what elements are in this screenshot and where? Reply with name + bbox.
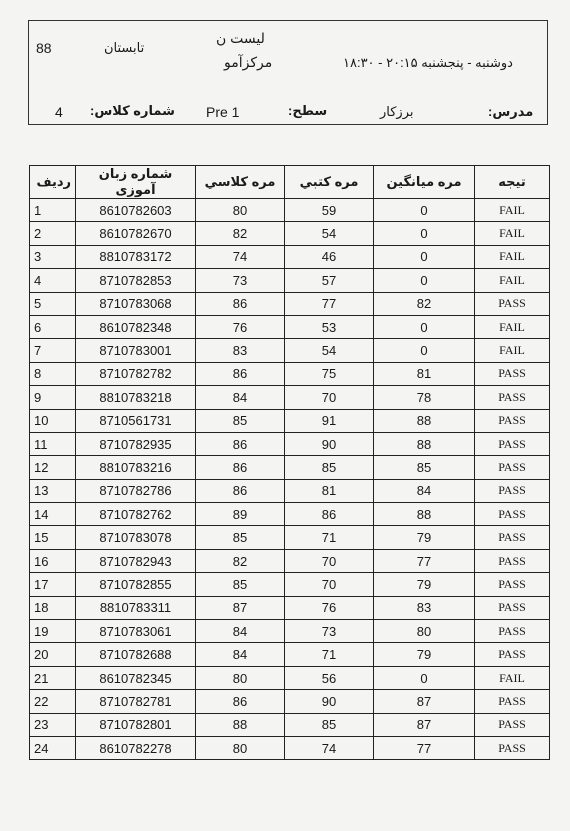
cell-result: FAIL xyxy=(475,315,550,338)
col-header-row: ردیف xyxy=(30,166,76,199)
cell-student-id: 8810783172 xyxy=(76,245,196,268)
cell-row-number: 15 xyxy=(30,526,76,549)
cell-class-score: 84 xyxy=(196,620,285,643)
table-row xyxy=(30,339,550,362)
cell-row-number: 4 xyxy=(30,269,76,292)
cell-row-number: 6 xyxy=(30,315,76,338)
cell-student-id: 8710783001 xyxy=(76,339,196,362)
table-row xyxy=(30,620,550,643)
table-row xyxy=(30,596,550,619)
cell-result: PASS xyxy=(475,292,550,315)
table-row xyxy=(30,245,550,268)
cell-class-score: 83 xyxy=(196,339,285,362)
cell-written-score: 85 xyxy=(285,713,374,736)
cell-row-number: 13 xyxy=(30,479,76,502)
table-row xyxy=(30,503,550,526)
cell-class-score: 80 xyxy=(196,666,285,689)
cell-student-id: 8710782935 xyxy=(76,432,196,455)
cell-row-number: 8 xyxy=(30,362,76,385)
cell-average: 77 xyxy=(374,736,475,759)
cell-written-score: 75 xyxy=(285,362,374,385)
cell-class-score: 86 xyxy=(196,479,285,502)
cell-written-score: 46 xyxy=(285,245,374,268)
cell-row-number: 21 xyxy=(30,666,76,689)
table-row xyxy=(30,736,550,759)
cell-class-score: 76 xyxy=(196,315,285,338)
cell-written-score: 85 xyxy=(285,456,374,479)
cell-written-score: 77 xyxy=(285,292,374,315)
cell-student-id: 8810783218 xyxy=(76,386,196,409)
cell-class-score: 89 xyxy=(196,503,285,526)
schedule-text: دوشنبه - پنجشنبه ۲۰:۱۵ - ۱۸:۳۰ xyxy=(343,55,513,70)
cell-written-score: 57 xyxy=(285,269,374,292)
cell-student-id: 8810783216 xyxy=(76,456,196,479)
teacher-value: برزکار xyxy=(380,104,414,119)
cell-average: 78 xyxy=(374,386,475,409)
term-number: 88 xyxy=(36,40,52,56)
cell-result: PASS xyxy=(475,620,550,643)
cell-row-number: 24 xyxy=(30,736,76,759)
cell-student-id: 8710782782 xyxy=(76,362,196,385)
cell-result: PASS xyxy=(475,386,550,409)
cell-row-number: 3 xyxy=(30,245,76,268)
cell-average: 0 xyxy=(374,339,475,362)
cell-written-score: 71 xyxy=(285,526,374,549)
cell-class-score: 74 xyxy=(196,245,285,268)
cell-class-score: 86 xyxy=(196,362,285,385)
cell-result: PASS xyxy=(475,432,550,455)
term-name: تابستان xyxy=(104,40,145,55)
cell-row-number: 10 xyxy=(30,409,76,432)
cell-written-score: 54 xyxy=(285,339,374,362)
cell-average: 0 xyxy=(374,315,475,338)
cell-class-score: 85 xyxy=(196,526,285,549)
cell-average: 77 xyxy=(374,549,475,572)
cell-student-id: 8710782688 xyxy=(76,643,196,666)
table-row xyxy=(30,456,550,479)
cell-result: PASS xyxy=(475,362,550,385)
cell-result: PASS xyxy=(475,456,550,479)
cell-result: FAIL xyxy=(475,245,550,268)
grades-table xyxy=(29,165,550,760)
cell-result: PASS xyxy=(475,573,550,596)
cell-written-score: 91 xyxy=(285,409,374,432)
cell-average: 0 xyxy=(374,199,475,222)
cell-written-score: 70 xyxy=(285,386,374,409)
cell-written-score: 73 xyxy=(285,620,374,643)
cell-average: 87 xyxy=(374,690,475,713)
cell-row-number: 18 xyxy=(30,596,76,619)
cell-result: PASS xyxy=(475,643,550,666)
cell-student-id: 8610782603 xyxy=(76,199,196,222)
cell-student-id: 8710561731 xyxy=(76,409,196,432)
cell-class-score: 85 xyxy=(196,409,285,432)
cell-class-score: 80 xyxy=(196,736,285,759)
table-row xyxy=(30,432,550,455)
cell-row-number: 11 xyxy=(30,432,76,455)
cell-student-id: 8710783078 xyxy=(76,526,196,549)
level-label: سطح: xyxy=(288,103,328,118)
cell-row-number: 1 xyxy=(30,199,76,222)
cell-result: FAIL xyxy=(475,666,550,689)
table-body xyxy=(30,199,550,760)
cell-result: PASS xyxy=(475,526,550,549)
teacher-label: مدرس: xyxy=(488,104,534,119)
cell-written-score: 86 xyxy=(285,503,374,526)
cell-class-score: 82 xyxy=(196,222,285,245)
cell-result: FAIL xyxy=(475,199,550,222)
cell-class-score: 80 xyxy=(196,199,285,222)
cell-class-score: 84 xyxy=(196,643,285,666)
cell-row-number: 16 xyxy=(30,549,76,572)
sheet-title: لیست ن xyxy=(216,30,265,46)
cell-result: FAIL xyxy=(475,339,550,362)
cell-class-score: 73 xyxy=(196,269,285,292)
cell-average: 87 xyxy=(374,713,475,736)
cell-written-score: 53 xyxy=(285,315,374,338)
cell-written-score: 54 xyxy=(285,222,374,245)
cell-student-id: 8710782855 xyxy=(76,573,196,596)
table-row xyxy=(30,199,550,222)
table-row xyxy=(30,386,550,409)
cell-result: PASS xyxy=(475,409,550,432)
cell-written-score: 90 xyxy=(285,432,374,455)
col-header-average: مره میانگین xyxy=(374,166,475,199)
cell-row-number: 23 xyxy=(30,713,76,736)
table-row xyxy=(30,526,550,549)
cell-student-id: 8710782853 xyxy=(76,269,196,292)
cell-average: 82 xyxy=(374,292,475,315)
table-row xyxy=(30,292,550,315)
cell-class-score: 82 xyxy=(196,549,285,572)
cell-written-score: 70 xyxy=(285,549,374,572)
table-row xyxy=(30,690,550,713)
cell-row-number: 20 xyxy=(30,643,76,666)
cell-row-number: 17 xyxy=(30,573,76,596)
cell-class-score: 84 xyxy=(196,386,285,409)
cell-student-id: 8810783311 xyxy=(76,596,196,619)
cell-student-id: 8710783068 xyxy=(76,292,196,315)
cell-average: 0 xyxy=(374,222,475,245)
col-header-written-score: مره کتبي xyxy=(285,166,374,199)
cell-student-id: 8610782278 xyxy=(76,736,196,759)
cell-row-number: 14 xyxy=(30,503,76,526)
table-row xyxy=(30,362,550,385)
center-label: مرکزآمو xyxy=(224,54,273,70)
cell-row-number: 5 xyxy=(30,292,76,315)
cell-average: 0 xyxy=(374,269,475,292)
cell-row-number: 22 xyxy=(30,690,76,713)
cell-average: 79 xyxy=(374,643,475,666)
cell-average: 88 xyxy=(374,432,475,455)
table-row xyxy=(30,666,550,689)
cell-written-score: 81 xyxy=(285,479,374,502)
cell-student-id: 8710782762 xyxy=(76,503,196,526)
col-header-result: تیجه xyxy=(475,166,550,199)
cell-result: PASS xyxy=(475,736,550,759)
cell-result: PASS xyxy=(475,596,550,619)
cell-class-score: 86 xyxy=(196,690,285,713)
level-value: Pre 1 xyxy=(206,104,240,120)
cell-average: 79 xyxy=(374,573,475,596)
cell-written-score: 74 xyxy=(285,736,374,759)
cell-row-number: 9 xyxy=(30,386,76,409)
cell-average: 0 xyxy=(374,245,475,268)
cell-class-score: 86 xyxy=(196,456,285,479)
cell-class-score: 88 xyxy=(196,713,285,736)
col-header-student-id: شماره زبان آموزی xyxy=(76,166,196,199)
cell-average: 0 xyxy=(374,666,475,689)
table-row xyxy=(30,269,550,292)
cell-average: 84 xyxy=(374,479,475,502)
cell-written-score: 90 xyxy=(285,690,374,713)
cell-written-score: 56 xyxy=(285,666,374,689)
cell-class-score: 87 xyxy=(196,596,285,619)
table-row xyxy=(30,479,550,502)
cell-average: 79 xyxy=(374,526,475,549)
cell-result: PASS xyxy=(475,713,550,736)
cell-student-id: 8710782943 xyxy=(76,549,196,572)
cell-average: 85 xyxy=(374,456,475,479)
cell-student-id: 8610782345 xyxy=(76,666,196,689)
cell-written-score: 70 xyxy=(285,573,374,596)
cell-average: 83 xyxy=(374,596,475,619)
table-row xyxy=(30,315,550,338)
cell-student-id: 8610782348 xyxy=(76,315,196,338)
cell-student-id: 8710783061 xyxy=(76,620,196,643)
cell-result: FAIL xyxy=(475,222,550,245)
table-row xyxy=(30,643,550,666)
cell-class-score: 86 xyxy=(196,292,285,315)
class-number-label: شماره کلاس: xyxy=(90,103,175,118)
cell-row-number: 12 xyxy=(30,456,76,479)
cell-written-score: 59 xyxy=(285,199,374,222)
cell-result: FAIL xyxy=(475,269,550,292)
cell-class-score: 86 xyxy=(196,432,285,455)
class-number-value: 4 xyxy=(55,104,63,120)
cell-row-number: 7 xyxy=(30,339,76,362)
cell-student-id: 8610782670 xyxy=(76,222,196,245)
table-row xyxy=(30,573,550,596)
cell-average: 80 xyxy=(374,620,475,643)
cell-written-score: 76 xyxy=(285,596,374,619)
cell-written-score: 71 xyxy=(285,643,374,666)
cell-average: 88 xyxy=(374,503,475,526)
cell-row-number: 2 xyxy=(30,222,76,245)
table-row xyxy=(30,222,550,245)
cell-row-number: 19 xyxy=(30,620,76,643)
table-header-row xyxy=(30,166,550,199)
cell-result: PASS xyxy=(475,549,550,572)
table-row xyxy=(30,549,550,572)
col-header-class-score: مره کلاسي xyxy=(196,166,285,199)
table-row xyxy=(30,409,550,432)
cell-average: 81 xyxy=(374,362,475,385)
cell-student-id: 8710782801 xyxy=(76,713,196,736)
cell-student-id: 8710782781 xyxy=(76,690,196,713)
table-row xyxy=(30,713,550,736)
cell-class-score: 85 xyxy=(196,573,285,596)
cell-result: PASS xyxy=(475,479,550,502)
cell-student-id: 8710782786 xyxy=(76,479,196,502)
cell-result: PASS xyxy=(475,690,550,713)
cell-average: 88 xyxy=(374,409,475,432)
cell-result: PASS xyxy=(475,503,550,526)
